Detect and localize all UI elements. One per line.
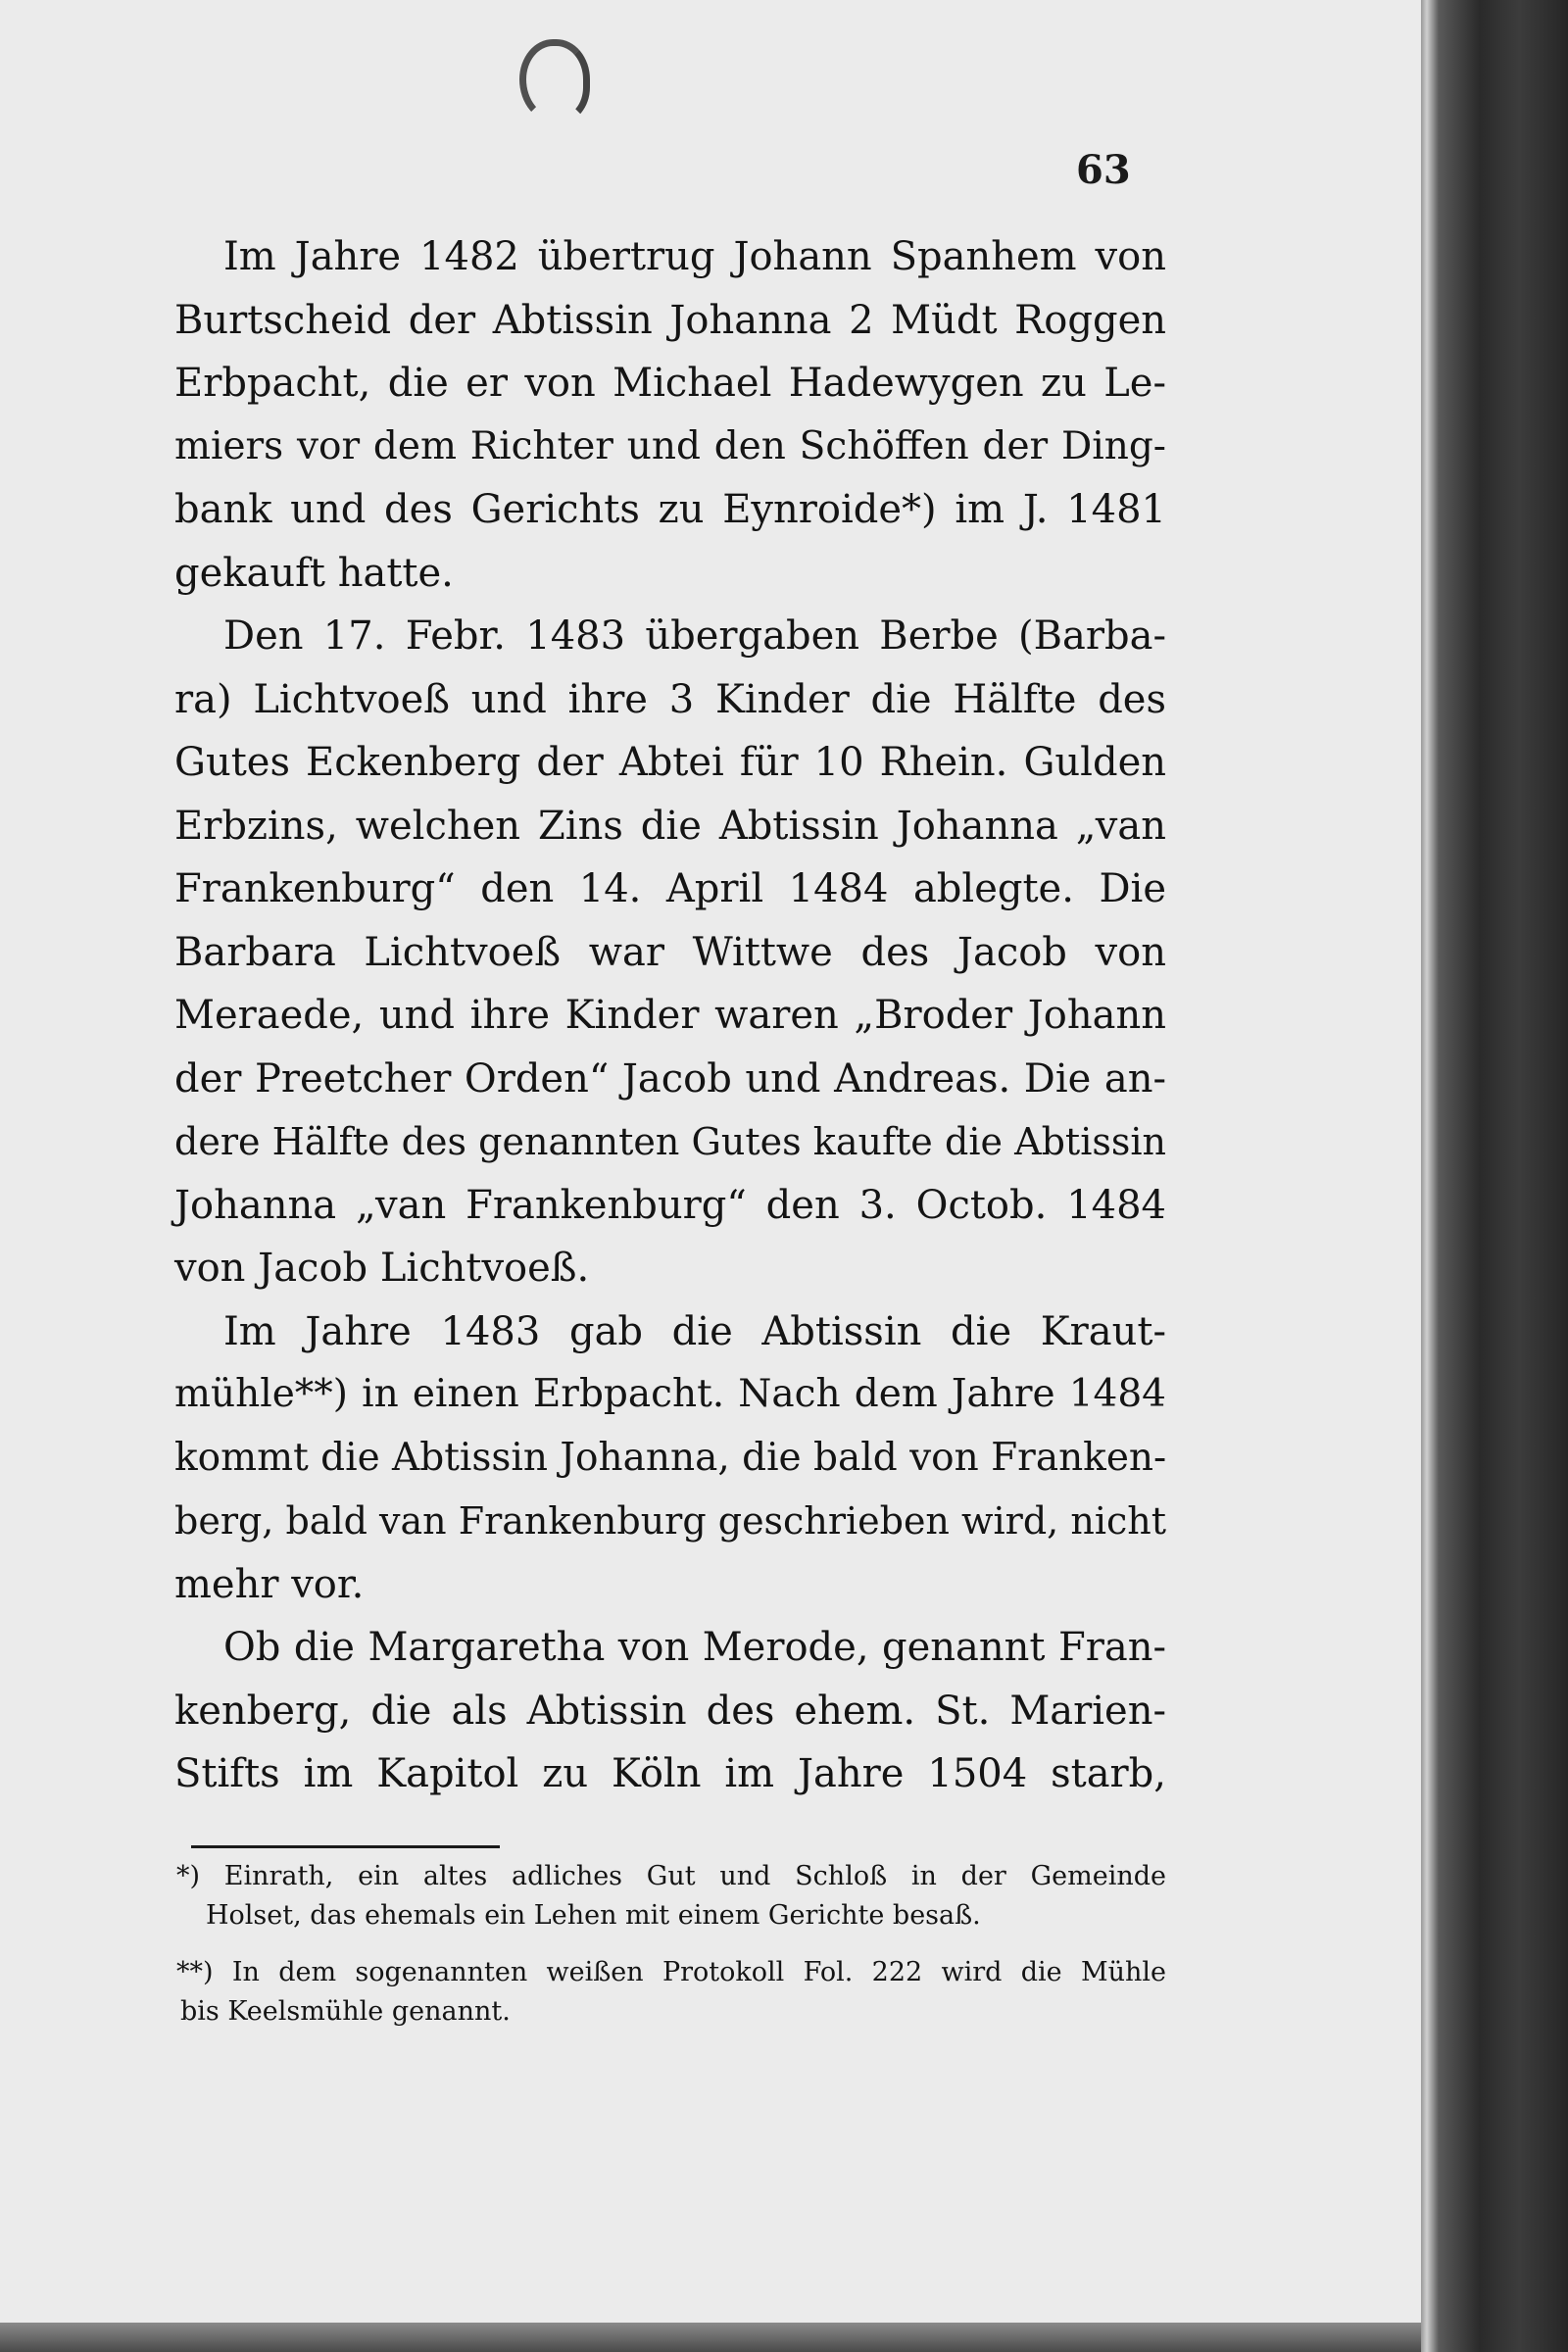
text-line: Erbzins, welchen Zins die Abtissin Johanna „van [174,803,1166,849]
text-line: Den 17. Febr. 1483 übergaben Berbe (Barba- [223,613,1166,659]
text-line: Meraede, und ihre Kinder waren „Broder Johann [174,993,1166,1038]
text-line: Gutes Eckenberg der Abtei für 10 Rhein. Gulden [174,740,1166,785]
text-line: Frankenburg“ den 14. April 1484 ablegte. Die [174,866,1166,911]
text-line: gekauft hatte. [174,550,454,596]
page-number: 63 [1076,147,1131,193]
text-line: Im Jahre 1482 übertrug Johann Spanhem von [223,234,1166,279]
text-line: mehr vor. [174,1561,365,1607]
book-spine [1421,0,1568,2352]
text-line: Im Jahre 1483 gab die Abtissin die Kraut- [223,1308,1166,1354]
text-line: miers vor dem Richter und den Schöffen der Ding- [174,423,1166,468]
text-line: berg, bald van Frankenburg geschrieben wird, nicht [174,1499,1166,1543]
text-line: von Jacob Lichtvoeß. [174,1246,590,1291]
ink-blot [519,39,590,123]
text-line: Erbpacht, die er von Michael Hadewygen zu Le- [174,361,1166,406]
text-line: Burtscheid der Abtissin Johanna 2 Müdt Roggen [174,297,1166,343]
text-line: mühle**) in einen Erbpacht. Nach dem Jahre 1484 [174,1372,1166,1416]
footnote-line: *) Einrath, ein altes adliches Gut und Schloß in der Gemeinde [176,1861,1166,1891]
footnote-line: **) In dem sogenannten weißen Protokoll Fol. 222 wird die Mühle [176,1957,1166,1987]
text-line: Johanna „van Frankenburg“ den 3. Octob. 1484 [174,1182,1166,1228]
text-line: Stifts im Kapitol zu Köln im Jahre 1504 starb, [174,1751,1166,1796]
text-line: ra) Lichtvoeß und ihre 3 Kinder die Hälfte des [174,676,1166,722]
text-line: Barbara Lichtvoeß war Wittwe des Jacob von [174,929,1166,975]
footnote-line: bis Keelsmühle genannt. [180,1996,511,2027]
footnote-divider [191,1845,500,1848]
text-line: kenberg, die als Abtissin des ehem. St. Marien- [174,1688,1166,1734]
text-line: Ob die Margaretha von Merode, genannt Fran- [223,1625,1166,1670]
text-line: der Preetcher Orden“ Jacob und Andreas. Die an- [174,1055,1166,1102]
text-line: kommt die Abtissin Johanna, die bald von Franken- [174,1435,1167,1480]
text-line: dere Hälfte des genannten Gutes kaufte die Abtissin [174,1120,1166,1163]
body-text [174,225,1166,1806]
footnote-line: Holset, das ehemals ein Lehen mit einem Gerichte besaß. [206,1900,981,1931]
text-line: bank und des Gerichts zu Eynroide*) im J. 1481 [174,487,1166,532]
page-bottom-edge [0,2323,1421,2352]
footnotes [176,1857,1166,2032]
